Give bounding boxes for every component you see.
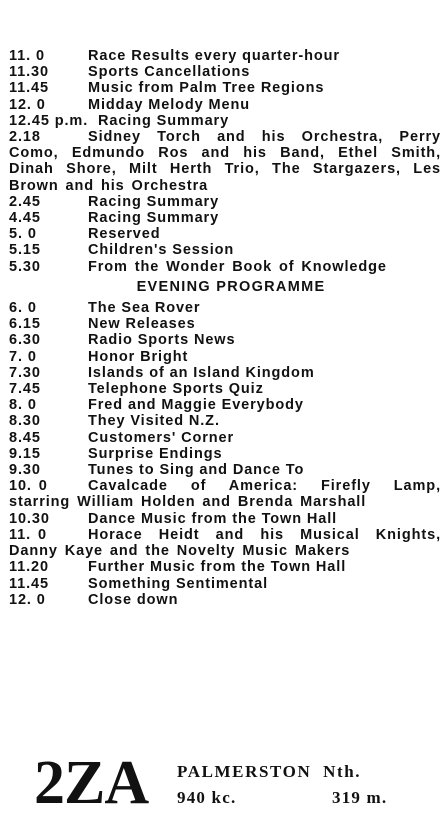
listing-title: Racing Summary (88, 193, 220, 210)
listing-title: Children's Session (88, 242, 235, 259)
listing-time: 8. 0 (9, 397, 37, 414)
listing-row (9, 397, 441, 413)
listing-row (9, 559, 441, 575)
listing-time: 9.15 (9, 445, 41, 462)
listing-time: 9.30 (9, 462, 41, 479)
listing-row (9, 365, 441, 381)
listing-row (9, 381, 441, 397)
station-call-sign: 2ZA (34, 749, 149, 817)
listing-time: 11.20 (9, 559, 49, 576)
station-wavelength: 319 m. (332, 788, 388, 807)
listing-wrapped-entry (9, 478, 441, 510)
listing-time: 5.30 (9, 258, 41, 275)
listing-title: Customers' Corner (88, 429, 235, 446)
listing-wrapped-entry (9, 259, 441, 275)
listing-time: 6. 0 (9, 300, 37, 317)
listing-time: 2.18 (9, 129, 41, 146)
listing-row (9, 80, 441, 96)
listing-time: 12. 0 (9, 96, 46, 113)
listing-title: Reserved (88, 226, 161, 243)
listing-title: Midday Melody Menu (88, 96, 251, 113)
listing-title: Dance Music from the Town Hall (88, 510, 338, 527)
listing-title: Horace Heidt and his Musical Knights, Danny Kaye and the Novelty Music Makers (9, 526, 441, 560)
listing-time: 11. 0 (9, 48, 45, 64)
listing-wrapped-entry (9, 527, 441, 559)
listing-time: 11.45 (9, 575, 49, 592)
listing-title: The Sea Rover (88, 300, 201, 317)
listing-time: 6.30 (9, 332, 41, 349)
listing-row (9, 97, 441, 113)
listing-time: 10.30 (9, 510, 50, 527)
listing-time: 10. 0 (9, 478, 48, 495)
listing-title: Something Sentimental (88, 575, 269, 592)
evening-programme-heading: EVENING PROGRAMME (136, 278, 326, 295)
listing-time: 7.45 (9, 381, 41, 398)
listing-row (9, 300, 441, 316)
listing-row (9, 210, 441, 226)
listing-title: From the Wonder Book of Knowledge (88, 258, 387, 275)
listing-row (9, 226, 441, 242)
listing-title: Sidney Torch and his Orchestra, Perry Como, Edmundo Ros and his Band, Ethel Smith, Dinah Shore, Milt Herth Trio, The Stargazers, Les Brown and his Orchestra (9, 129, 441, 194)
listing-row (9, 592, 441, 608)
listing-row (9, 332, 441, 348)
listing-title: Radio Sports News (88, 332, 236, 349)
listing-time: 4.45 (9, 210, 41, 227)
listing-row (9, 349, 441, 365)
listing-time: 11. 0 (9, 526, 47, 543)
listing-title: Sports Cancellations (88, 64, 251, 81)
listing-row (9, 242, 441, 258)
listing-time: 7. 0 (9, 348, 37, 365)
listing-time: 11.45 (9, 80, 49, 97)
listing-time: 6.15 (9, 316, 41, 333)
listing-time: 7.30 (9, 364, 41, 381)
listing-row (9, 430, 441, 446)
listing-title: Tunes to Sing and Dance To (88, 462, 305, 479)
listing-title: Surprise Endings (88, 445, 223, 462)
listing-title: Music from Palm Tree Regions (88, 80, 325, 97)
listing-title: New Releases (88, 316, 196, 333)
listing-title: Close down (88, 591, 179, 608)
listing-time: 8.45 (9, 429, 41, 446)
listing-wrapped-entry (9, 129, 441, 194)
station-frequency: 940 kc. (177, 788, 237, 807)
listing-row (9, 462, 441, 478)
listing-time: 11.30 (9, 64, 49, 81)
listing-title: Further Music from the Town Hall (88, 559, 347, 576)
listing-title: Fred and Maggie Everybody (88, 397, 304, 414)
listing-title: Honor Bright (88, 348, 189, 365)
listing-title: Cavalcade of America: Firefly Lamp, starring William Holden and Brenda Marshall (9, 478, 441, 511)
listing-row (9, 413, 441, 429)
listing-row (9, 316, 441, 332)
listing-time: 5. 0 (9, 226, 37, 243)
station-city: PALMERSTON Nth. (177, 762, 362, 781)
listing-row (9, 48, 441, 64)
listing-row (9, 194, 441, 210)
station-header (34, 749, 434, 817)
listing-time: 8.30 (9, 413, 41, 430)
listing-time: 12. 0 (9, 591, 46, 608)
listing-row (9, 576, 441, 592)
listing-time: 5.15 (9, 242, 41, 259)
listing-title: Race Results every quarter-hour (88, 48, 340, 64)
listing-title: Islands of an Island Kingdom (88, 364, 315, 381)
programme-listing (9, 48, 441, 608)
listing-title: Racing Summary (88, 210, 220, 227)
listing-time: 2.45 (9, 193, 41, 210)
listing-row (9, 511, 441, 527)
listing-title: They Visited N.Z. (88, 413, 220, 430)
listing-row (9, 446, 441, 462)
listing-row (9, 113, 441, 129)
racing-summary-line: 12.45 p.m. Racing Summary (9, 112, 230, 129)
listing-row (9, 64, 441, 80)
listing-title: Telephone Sports Quiz (88, 381, 264, 398)
